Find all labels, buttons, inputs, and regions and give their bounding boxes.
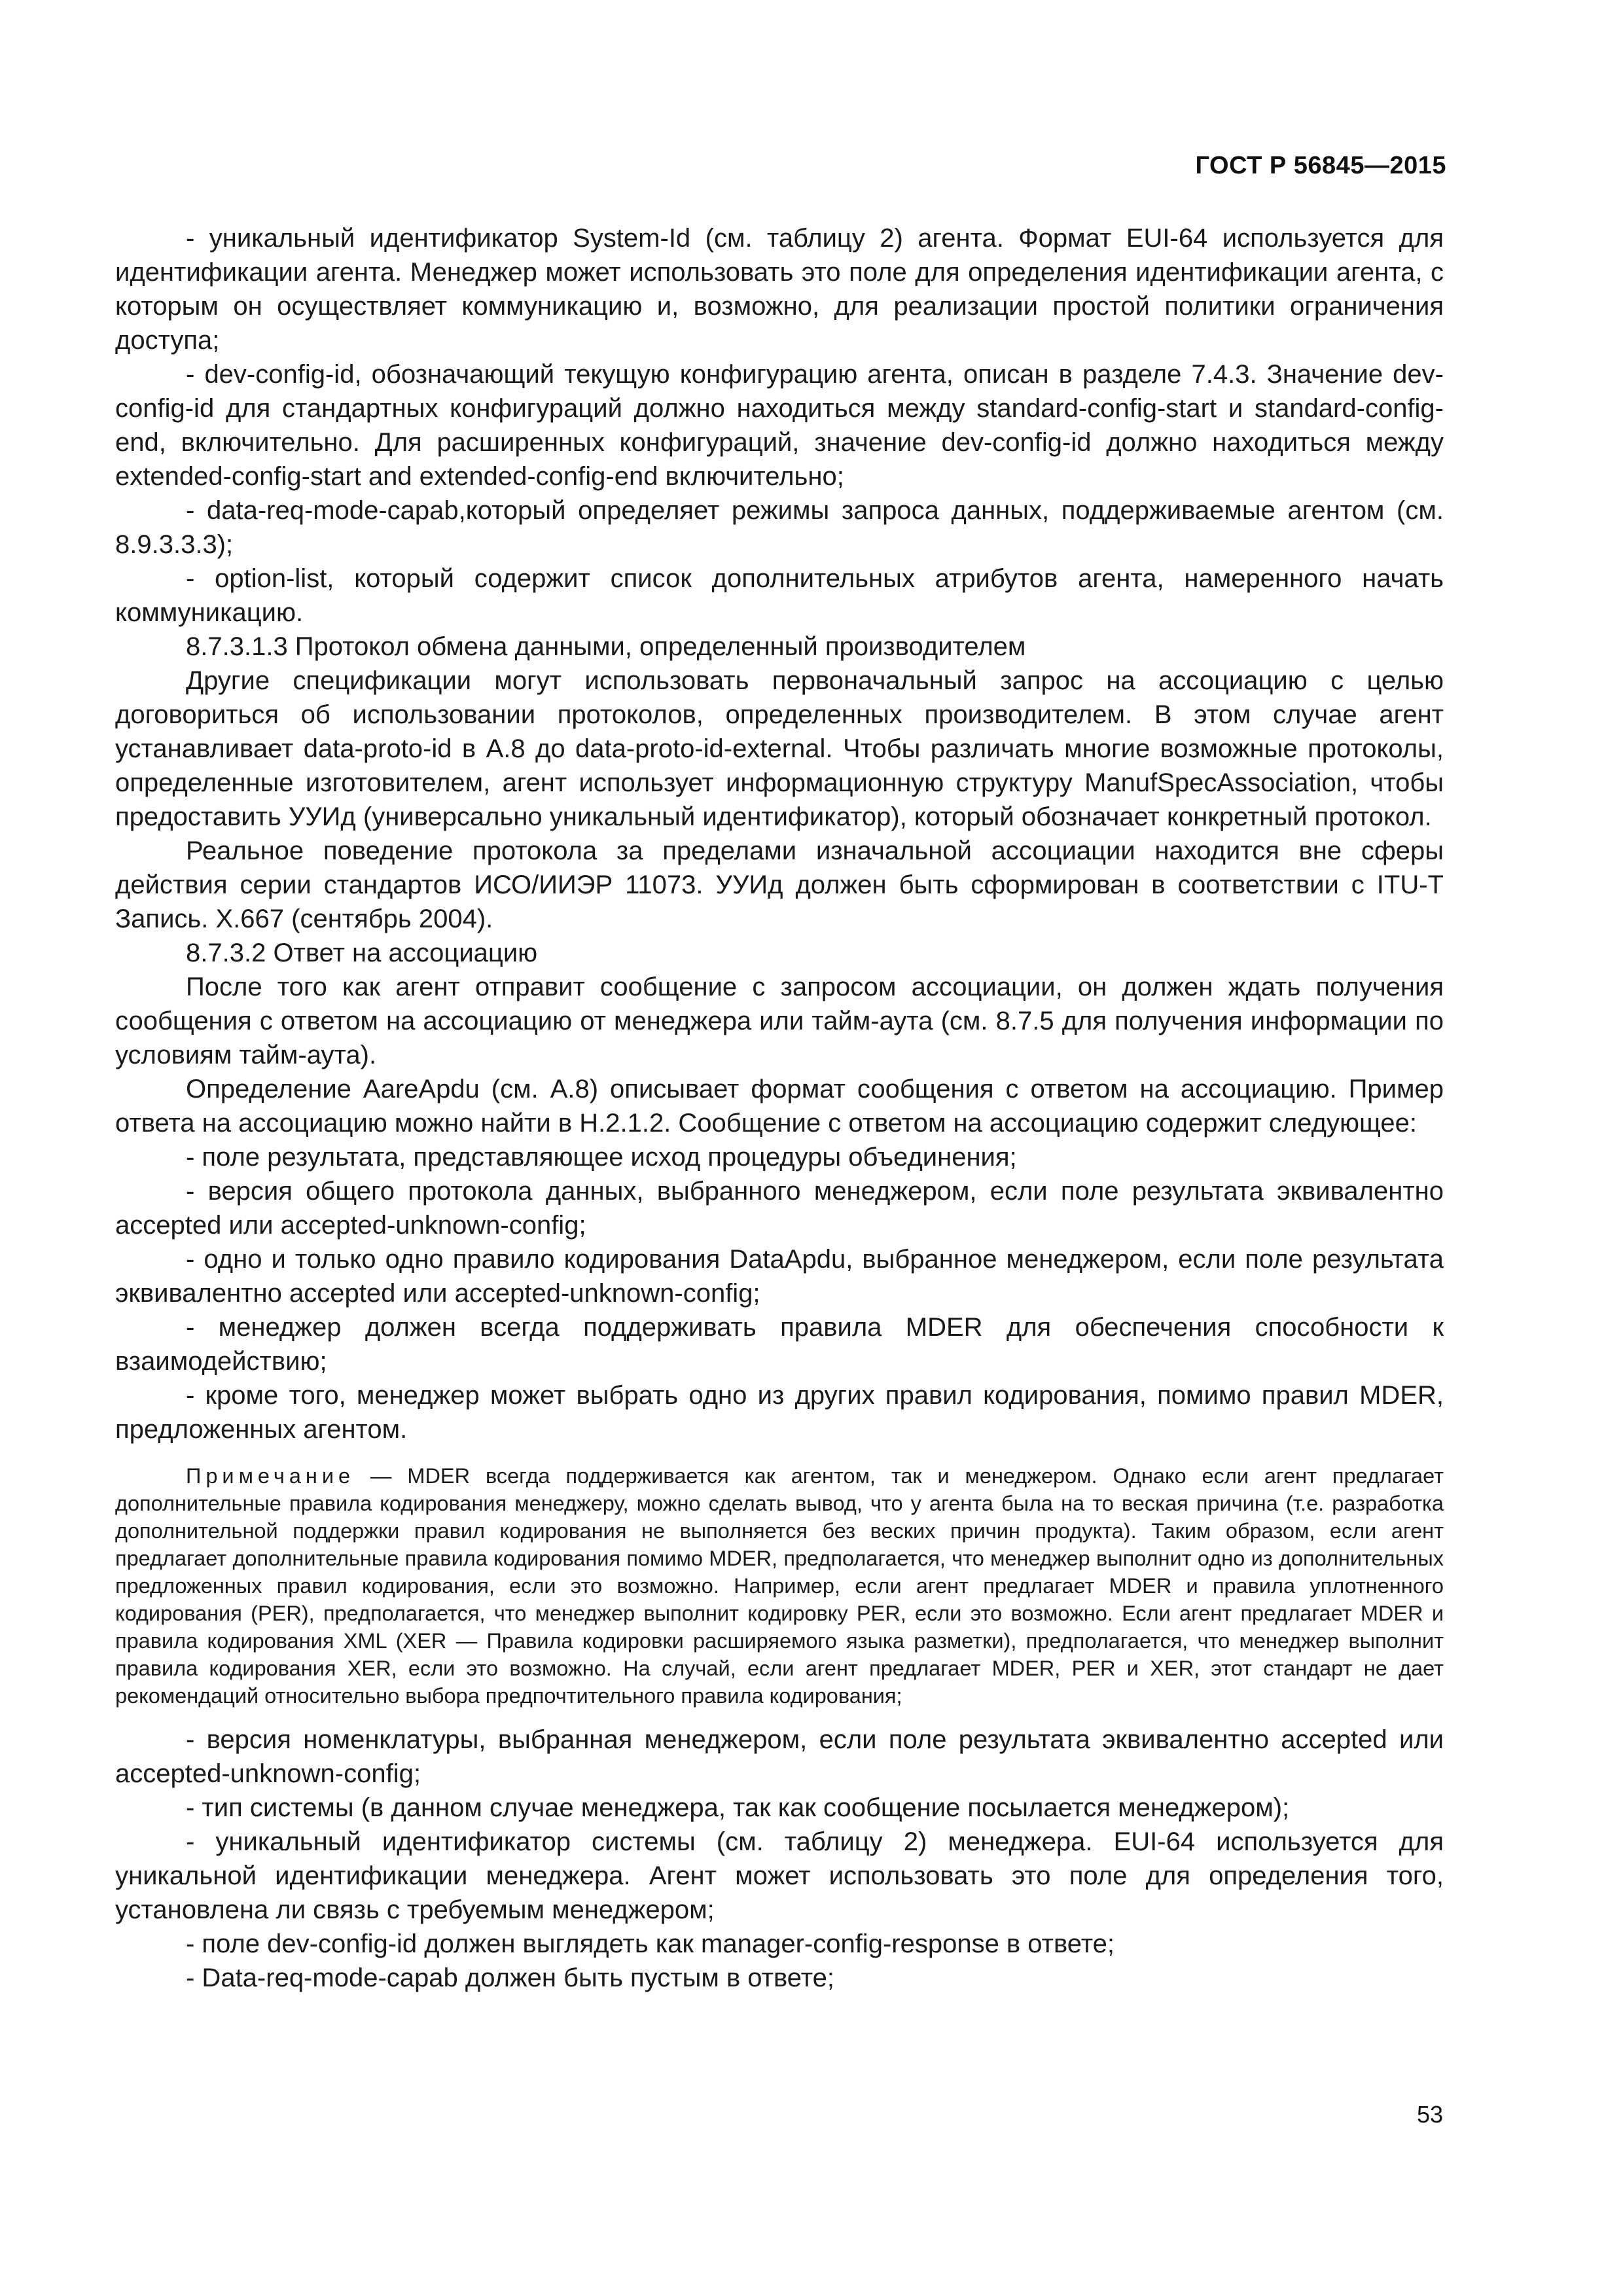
note-block xyxy=(115,1462,1444,1710)
note-label: Примечание xyxy=(186,1464,355,1488)
page-content xyxy=(115,221,1444,1995)
paragraph-dev-config-id: - dev-config-id, обозначающий текущую конфигурацию агента, описан в разделе 7.4.3. Значение dev-config-id для стандартных конфигураций должно находиться между standard-config-start и standard-config-end, включительно. Для расширенных конфигураций, значение dev-config-id должно находиться между extended-config-start and extended-config-end включительно; xyxy=(115,360,1444,491)
list-item-result-field: - поле результата, представляющее исход процедуры объединения; xyxy=(186,1143,1017,1172)
note-text: — MDER всегда поддерживается как агентом, так и менеджером. Однако если агент предлагает дополнительные правила кодирования менеджеру, можно сделать вывод, что у агента была на то веская причина (т.е. разработка дополнительной поддержки правил кодирования не выполняется без веских причин продукта). Таким образом, если агент предлагает дополнительные правила кодирования помимо MDER, предполагается, что менеджер выполнит одно из дополнительных предложенных правил кодирования, если это возможно. Например, если агент предлагает MDER и правила уплотненного кодирования (PER), предполагается, что менеджер выполнит кодировку PER, если это возможно. Если агент предлагает MDER и правила кодирования XML (XER — Правила кодировки расширяемого языка разметки), предполагается, что менеджер выполнит правила кодирования XER, если это возможно. На случай, если агент предлагает MDER, PER и XER, этот стандарт не дает рекомендаций относительно выбора предпочтительного правила кодирования; xyxy=(115,1464,1444,1708)
paragraph-option-list: - option-list, который содержит список дополнительных атрибутов агента, намеренного начать коммуникацию. xyxy=(115,564,1444,627)
paragraph-protocol-behavior: Реальное поведение протокола за пределами изначальной ассоциации находится вне сферы действия серии стандартов ИСО/ИИЭР 11073. УУИд должен быть сформирован в соответствии с ITU-T Запись. Х.667 (сентябрь 2004). xyxy=(115,836,1444,933)
list-item-manager-system-id: - уникальный идентификатор системы (см. таблицу 2) менеджера. EUI-64 используется для уникальной идентификации менеджера. Агент может использовать это поле для определения того, установлена ли связь с требуемым менеджером; xyxy=(115,1827,1444,1924)
paragraph-manufacturer-protocols: Другие спецификации могут использовать первоначальный запрос на ассоциацию с целью договориться об использовании протоколов, определенных производителем. В этом случае агент устанавливает data-proto-id в А.8 до data-proto-id-external. Чтобы различать многие возможные протоколы, определенные изготовителем, агент использует информационную структуру ManufSpecAssociation, чтобы предоставить УУИд (универсально уникальный идентификатор), который обозначает конкретный протокол. xyxy=(115,666,1444,831)
list-item-system-type: - тип системы (в данном случае менеджера, так как сообщение посылается менеджером); xyxy=(186,1793,1290,1822)
paragraph-data-req-mode: - data-req-mode-capab,который определяет режимы запроса данных, поддерживаемые агентом (см. 8.9.3.3.3); xyxy=(115,496,1444,559)
list-item-dev-config-response: - поле dev-config-id должен выглядеть как manager-config-response в ответе; xyxy=(186,1929,1115,1958)
list-item-encoding-rule: - одно и только одно правило кодирования DataApdu, выбранное менеджером, если поле результата эквивалентно accepted или accepted-unknown-config; xyxy=(115,1245,1444,1308)
list-item-other-encoding: - кроме того, менеджер может выбрать одно из других правил кодирования, помимо правил MDER, предложенных агентом. xyxy=(115,1381,1444,1444)
section-heading-8-7-3-2: 8.7.3.2 Ответ на ассоциацию xyxy=(186,939,538,967)
document-code: ГОСТ Р 56845—2015 xyxy=(1195,152,1446,179)
section-heading-8-7-3-1-3: 8.7.3.1.3 Протокол обмена данными, определенный производителем xyxy=(186,632,1026,661)
list-item-data-req-mode-empty: - Data-req-mode-capab должен быть пустым в ответе; xyxy=(186,1964,834,1992)
page-number: 53 xyxy=(1416,2101,1443,2128)
list-item-protocol-version: - версия общего протокола данных, выбранного менеджером, если поле результата эквивалентно accepted или accepted-unknown-config; xyxy=(115,1177,1444,1240)
paragraph-aareapdu-definition: Определение AareApdu (см. А.8) описывает формат сообщения с ответом на ассоциацию. Пример ответа на ассоциацию можно найти в Н.2.1.2. Сообщение с ответом на ассоциацию содержит следующее: xyxy=(115,1075,1444,1138)
paragraph-agent-system-id: - уникальный идентификатор System-Id (см. таблицу 2) агента. Формат EUI-64 используется для идентификации агента. Менеджер может использовать это поле для определения идентификации агента, с которым он осуществляет коммуникацию и, возможно, для реализации простой политики ограничения доступа; xyxy=(115,224,1444,355)
list-item-nomenclature-version: - версия номенклатуры, выбранная менеджером, если поле результата эквивалентно accepted или accepted-unknown-config; xyxy=(115,1725,1444,1788)
paragraph-association-wait: После того как агент отправит сообщение с запросом ассоциации, он должен ждать получения сообщения с ответом на ассоциацию от менеджера или тайм-аута (см. 8.7.5 для получения информации по условиям тайм-аута). xyxy=(115,973,1444,1069)
list-item-mder-support: - менеджер должен всегда поддерживать правила MDER для обеспечения способности к взаимодействию; xyxy=(115,1313,1444,1376)
